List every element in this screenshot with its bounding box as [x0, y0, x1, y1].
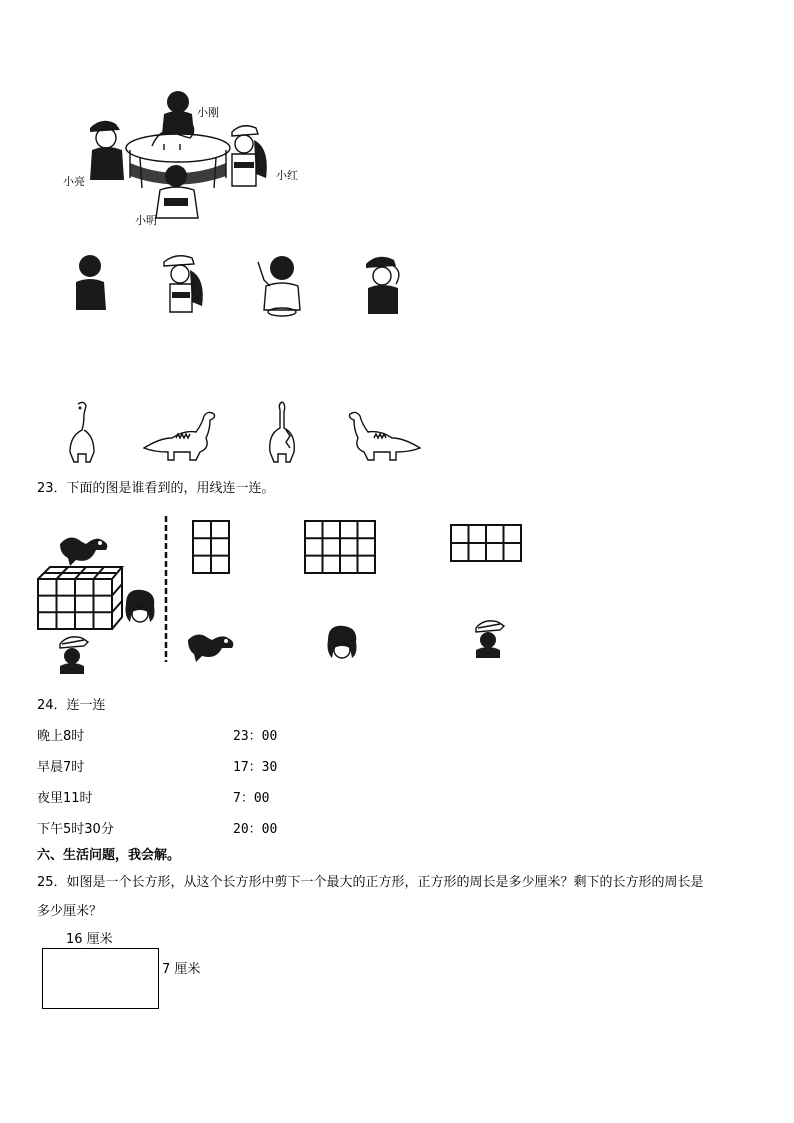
child-cap-front-figure: [360, 250, 410, 320]
girl-observer-figure: [326, 624, 360, 664]
dinosaur-left-side-view: [140, 408, 224, 464]
view-grid-4x2: [450, 524, 524, 564]
cube-stack-figure: [36, 563, 126, 633]
time-phrase-2[interactable]: 早晨7时: [37, 760, 85, 775]
question-24-title: 24．连一连: [37, 698, 106, 713]
time-phrase-1[interactable]: 晚上8时: [37, 729, 85, 744]
boy-hat-figure: [54, 634, 94, 676]
question-25-line2: 多少厘米？: [37, 904, 103, 919]
rectangle-figure: [42, 948, 159, 1009]
girl-head-figure: [124, 588, 158, 628]
dinosaur-right-side-view: [340, 408, 424, 464]
clock-time-1[interactable]: 23：00: [233, 729, 278, 744]
time-phrase-4[interactable]: 下午5时30分: [37, 822, 114, 837]
label-xiaoming: 小明: [135, 214, 157, 227]
dinosaur-front-view: [62, 400, 102, 466]
rectangle-height-label: 7 厘米: [162, 962, 201, 977]
section-6-title: 六、生活问题，我会解。: [37, 848, 181, 863]
child-back-view-figure: [72, 252, 112, 314]
clock-time-4[interactable]: 20：00: [233, 822, 278, 837]
label-xiaoliang: 小亮: [63, 175, 85, 188]
view-grid-2x3: [192, 520, 232, 576]
label-xiaohong: 小红: [276, 169, 298, 182]
question-25-line1: 25．如图是一个长方形，从这个长方形中剪下一个最大的正方形，正方形的周长是多少厘米？剩下的长方形的周长是: [37, 875, 704, 890]
clock-time-2[interactable]: 17：30: [233, 760, 278, 775]
question-23-text: 23．下面的图是谁看到的，用线连一连。: [37, 481, 275, 496]
view-grid-4x3: [304, 520, 378, 576]
boy-observer-figure: [470, 618, 510, 662]
rectangle-width-label: 16 厘米: [66, 932, 113, 947]
child-cap-side-figure: [160, 250, 216, 314]
label-xiaogang: 小刚: [197, 106, 219, 119]
dashed-separator: [163, 516, 169, 662]
time-phrase-3[interactable]: 夜里11时: [37, 791, 93, 806]
clock-time-3[interactable]: 7：00: [233, 791, 270, 806]
table-scene-illustration: [60, 88, 310, 228]
child-waving-figure: [254, 252, 310, 318]
dinosaur-back-view: [262, 400, 302, 466]
bird-observer-figure: [184, 628, 240, 664]
